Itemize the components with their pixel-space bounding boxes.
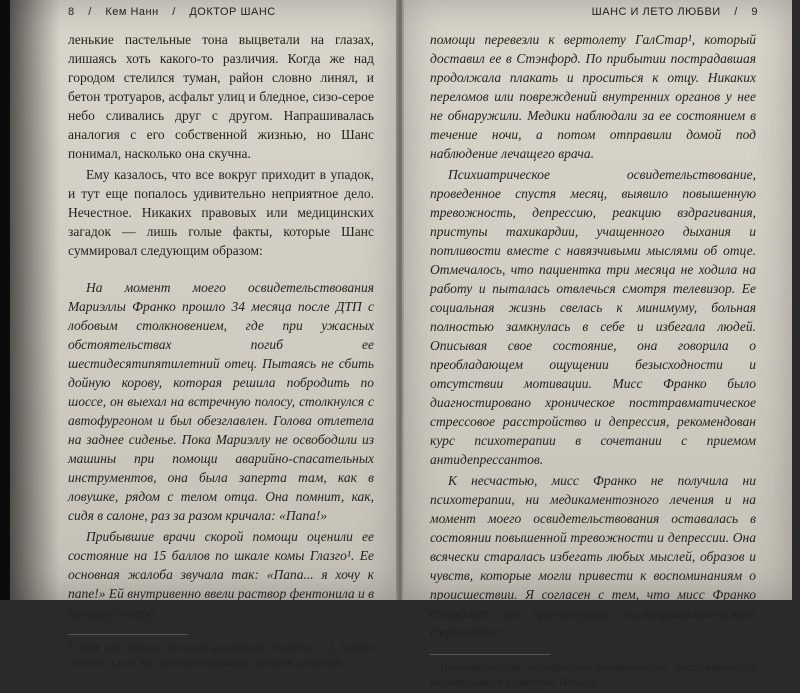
left-header-title: ДОКТОР ШАНС (189, 6, 276, 18)
case-summary-paragraph: Психиатрическое освидетельствование, проведенное спустя месяц, выявило повышенную тревожность, депрессию, реакцию вздрагивания, приступы тахикардии, учащенного дыхания и потливости вместе с навязчивыми мыслями об отце. Отмечалось, что пациентка три месяца не ходила на работу и пыталась отвлечься смотря телевизор. Ее социальная жизнь свелась к минимуму, больная полностью замкнулась в себе и избегала людей. Описывая свое состояние, она говорила о преобладающем ощущении безысходности и отсутствии мотивации. Мисс Франко было диагностировано хроническое посттравматическое стрессовое расстройство и депрессия, рекомендован курс психотерапии в сочетании с приемом антидепрессантов. (430, 167, 756, 467)
right-page-header (592, 6, 768, 18)
open-book (10, 0, 790, 689)
background-edge (0, 0, 10, 600)
case-summary-paragraph: К несчастью, мисс Франко не получила ни психотерапии, ни медикаментозного лечения и на момент моего освидетельствования оставалась в состоянии повышенной тревожности и депрессии. Она всячески старалась избегать любых мыслей, образов и чувств, которые могли привести к воспоминаниям о происшествии. Я согласен с тем, что мисс Франко страдает от хронического посттравматического стрессового (430, 473, 756, 640)
paragraph: Ему казалось, что все вокруг приходит в упадок, и тут еще попалось удивительно неприятное дело. Нечестное. Никаких правовых или медицинских загадок — лишь голые факты, которые Шанс суммировал следующим образом: (68, 167, 374, 258)
footnote-rule (430, 654, 550, 655)
left-header-author: Кем Нанн (105, 6, 159, 18)
right-page (402, 0, 792, 689)
case-summary-paragraph: Прибывшие врачи скорой помощи оценили ее состояние на 15 баллов по шкале комы Глазго¹. Ее основная жалоба звучала так: «Папа... я хочу к папе!» Ей внутривенно ввели раствор фентонила и в машине скорой (68, 529, 374, 620)
case-summary-paragraph: На момент моего освидетельствования Мариэллы Франко прошло 34 месяца после ДТП с лобовым столкновением, где при ужасных обстоятельствах погиб ее шестидесятипятилетний отец. Пытаясь не сбить дойную корову, которая решила побродить по шоссе, он выехал на встречную полосу, столкнулся с автофургоном и был обезглавлен. Голова отлетела на заднее сиденье. Пока Мариэллу не освободили из машины при помощи аварийно-спасательных инструментов, она была заперта там, как в ловушке, рядом с телом отца. Она помнит, как, сидя в салоне, раз за разом кричала: «Папа!» (68, 280, 374, 523)
right-header-title: ШАНС И ЛЕТО ЛЮБВИ (591, 6, 721, 18)
right-page-number: 9 (751, 6, 758, 18)
right-page-body (430, 30, 756, 693)
footnote: ¹ Некоммерческая медицинская авиакомпания, обслуживающая Калифорнию и Северную Неваду. (430, 662, 756, 689)
footnote: ¹ Тест для оценки степени нарушения сознания. 15 баллов говорят о том, что пациент пребывает в ясном сознании. (68, 642, 374, 669)
left-page-body (68, 30, 374, 673)
footnote-rule (68, 634, 188, 635)
header-separator: / (88, 6, 92, 18)
header-separator: / (172, 6, 176, 18)
left-page-header (68, 6, 286, 18)
left-page-number: 8 (68, 6, 75, 18)
left-page (10, 0, 400, 669)
case-summary-paragraph: помощи перевезли к вертолету ГалСтар¹, который доставил ее в Стэнфорд. По прибытии пострадавшая продолжала плакать и проситься к отцу. Никаких переломов или повреждений внутренних органов у нее не обнаружили. Медики наблюдали за ее состоянием в течение ночи, а потом отправили домой под наблюдение лечащего врача. (430, 32, 756, 161)
paragraph: ленькие пастельные тона выцветали на глазах, лишаясь хоть какого-то различия. Когда же над городом стелился туман, район словно линял, и бетон тротуаров, асфальт улиц и бледное, сизо-серое небо сливались друг с другом. Напрашивалась аналогия с его собственной жизнью, но Шанс понимал, насколько она скучна. (68, 32, 374, 161)
header-separator: / (734, 6, 738, 18)
